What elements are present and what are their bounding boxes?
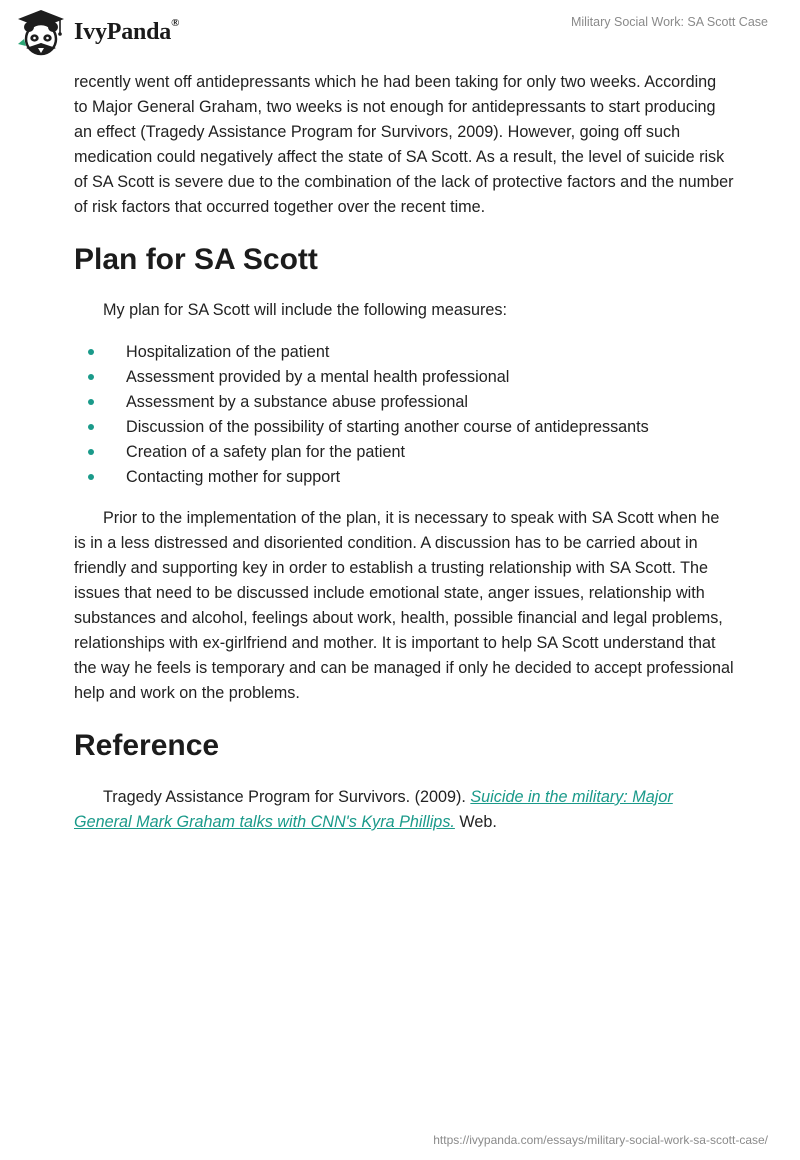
- document-title: Military Social Work: SA Scott Case: [570, 15, 768, 29]
- bullet-dot-icon: [88, 399, 94, 405]
- footer-url: https://ivypanda.com/essays/military-social-work-sa-scott-case/: [433, 1133, 768, 1147]
- paragraph-plan-intro: My plan for SA Scott will include the following measures:: [103, 301, 507, 319]
- list-item: Assessment by a substance abuse professional: [74, 390, 734, 415]
- list-item: Discussion of the possibility of starting another course of antidepressants: [74, 415, 734, 440]
- list-item: Assessment provided by a mental health professional: [74, 365, 734, 390]
- bullet-dot-icon: [88, 424, 94, 430]
- list-item: Creation of a safety plan for the patient: [74, 440, 734, 465]
- page-header: [0, 0, 800, 70]
- essay-content: [74, 70, 734, 835]
- bullet-dot-icon: [88, 449, 94, 455]
- bullet-dot-icon: [88, 349, 94, 355]
- list-item: Hospitalization of the patient: [74, 340, 734, 365]
- plan-measures-list: [74, 340, 734, 490]
- reference-link[interactable]: Suicide in the military: Major General Mark Graham talks with CNN's Kyra Phillips.: [74, 788, 673, 831]
- heading-plan: Plan for SA Scott: [74, 243, 318, 276]
- bullet-dot-icon: [88, 474, 94, 480]
- bullet-dot-icon: [88, 374, 94, 380]
- reference-prefix: Tragedy Assistance Program for Survivors. (2009).: [103, 788, 471, 806]
- list-item: Contacting mother for support: [74, 465, 734, 490]
- ivypanda-logo[interactable]: [14, 8, 179, 56]
- reference-suffix: Web.: [454, 813, 497, 831]
- paragraph-risk-summary: recently went off antidepressants which he had been taking for only two weeks. According to Major General Graham, two weeks is not enough for antidepressants to start producing an effect (Tragedy Assistance Program for Survivors, 2009). However, going off such medication could negatively affect the state of SA Scott. As a result, the level of suicide risk of SA Scott is severe due to the combination of the lack of protective factors and the number of risk factors that occurred together over the recent time.: [74, 73, 734, 216]
- panda-graduate-icon: [14, 8, 68, 56]
- brand-name: IvyPanda®: [74, 16, 180, 45]
- heading-reference: Reference: [74, 729, 220, 762]
- paragraph-implementation: Prior to the implementation of the plan, it is necessary to speak with SA Scott when he is in a less distressed and disoriented condition. A discussion has to be carried about in friendly and supporting key in order to establish a trusting relationship with SA Scott. The issues that need to be discussed include emotional state, anger issues, relationship with substances and alcohol, feelings about work, health, possible financial and legal problems, relationships with ex-girlfriend and mother. It is important to help SA Scott understand that the way he feels is temporary and can be managed if only he decided to accept professional help and work on the problems.: [74, 509, 734, 702]
- reference-entry: [74, 785, 734, 835]
